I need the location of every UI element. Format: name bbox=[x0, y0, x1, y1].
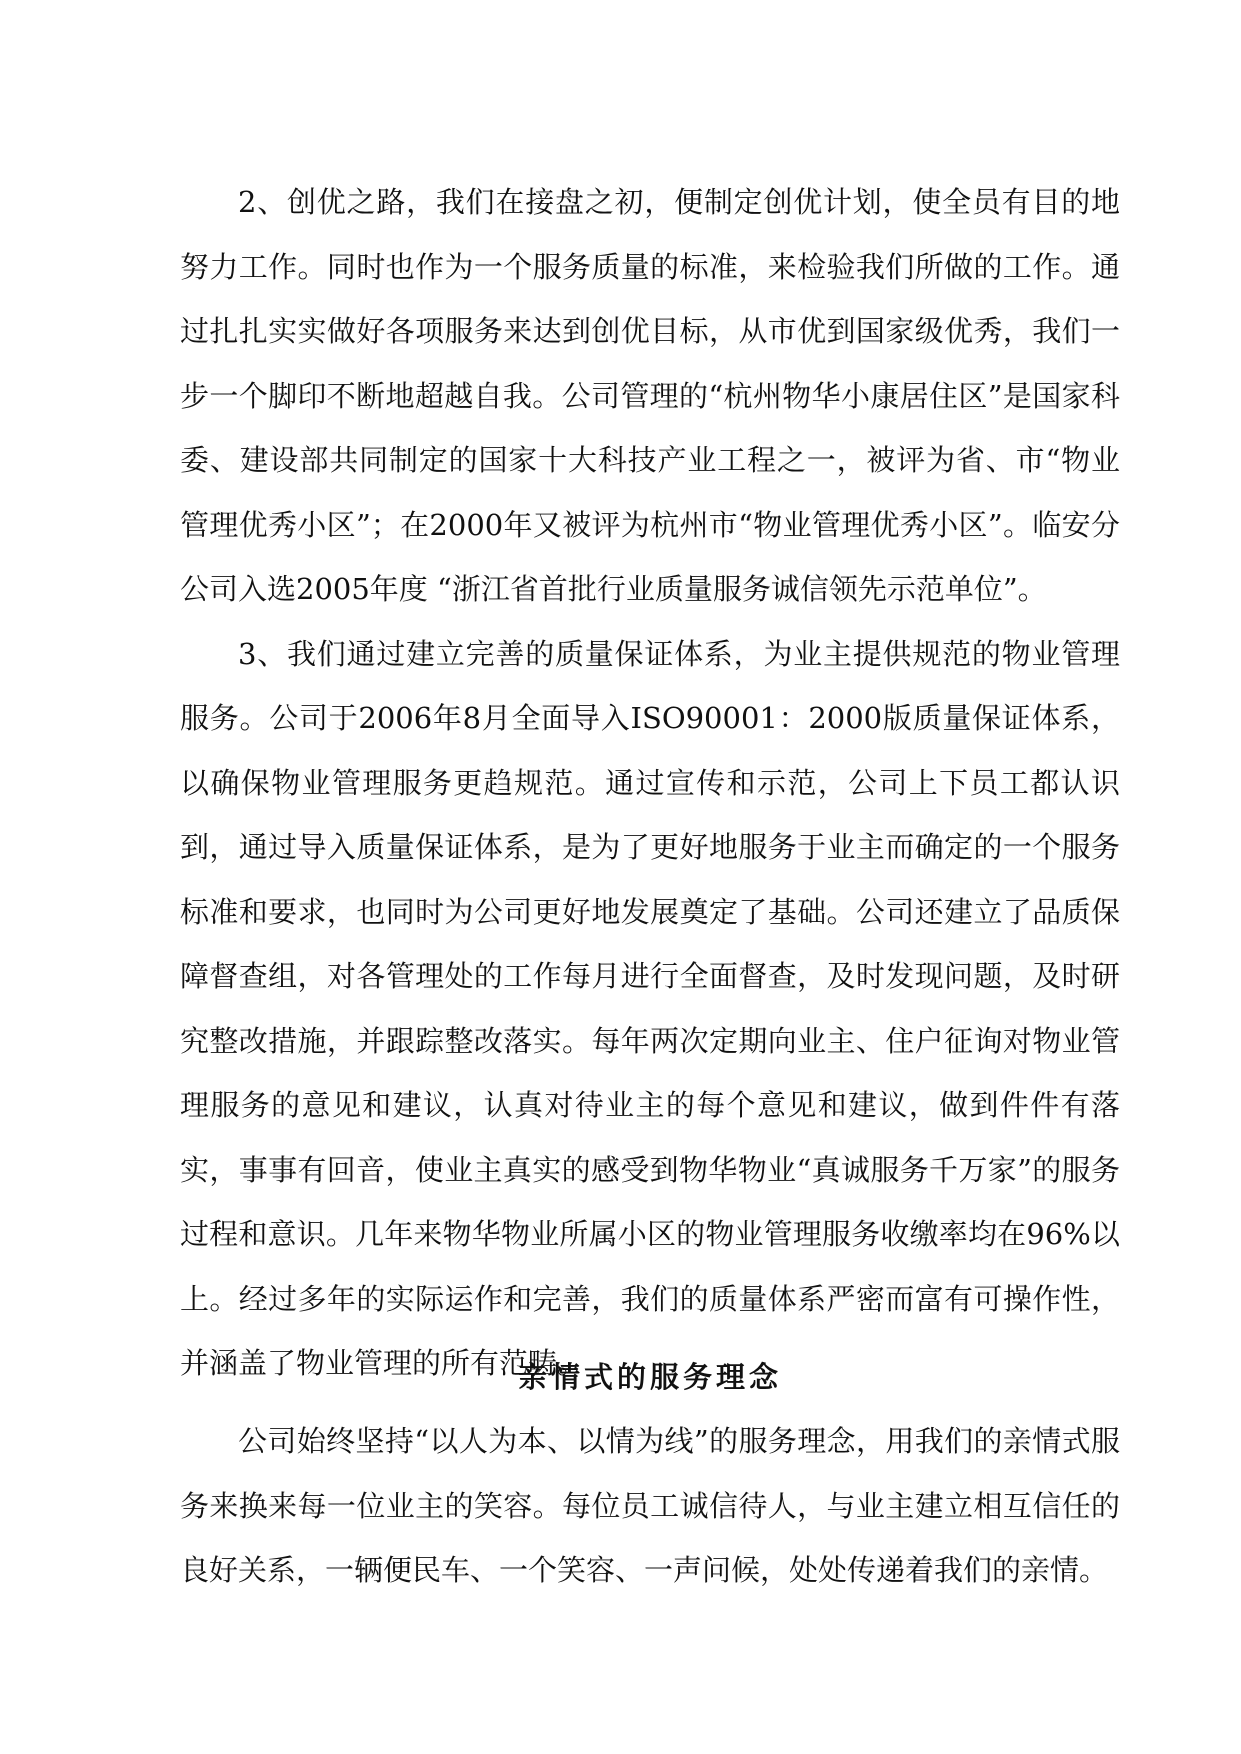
body-text-section-2 bbox=[180, 1409, 1120, 1603]
paragraph-service-philosophy: 公司始终坚持“以人为本、以情为线”的服务理念，用我们的亲情式服务来换来每一位业主的笑容。每位员工诚信待人，与业主建立相互信任的良好关系，一辆便民车、一个笑容、一声问候，处处传递着我们的亲情。 bbox=[180, 1424, 1120, 1587]
paragraph-2-excellence-path: 2、创优之路，我们在接盘之初，便制定创优计划，使全员有目的地努力工作。同时也作为一个服务质量的标准，来检验我们所做的工作。通过扎扎实实做好各项服务来达到创优目标，从市优到国家级优秀，我们一步一个脚印不断地超越自我。公司管理的“杭州物华小康居住区”是国家科委、建设部共同制定的国家十大科技产业工程之一，被评为省、市“物业管理优秀小区”；在2000年又被评为杭州市“物业管理优秀小区”。临安分公司入选2005年度 “浙江省首批行业质量服务诚信领先示范单位”。 bbox=[180, 185, 1120, 606]
body-text-section-1 bbox=[180, 170, 1120, 1396]
section-heading: 亲情式的服务理念 bbox=[517, 1360, 782, 1394]
paragraph-3-quality-system: 3、我们通过建立完善的质量保证体系，为业主提供规范的物业管理服务。公司于2006年8月全面导入ISO90001：2000版质量保证体系，以确保物业管理服务更趋规范。通过宣传和示范，公司上下员工都认识到，通过导入质量保证体系，是为了更好地服务于业主而确定的一个服务标准和要求，也同时为公司更好地发展奠定了基础。公司还建立了品质保障督查组，对各管理处的工作每月进行全面督查，及时发现问题，及时研究整改措施，并跟踪整改落实。每年两次定期向业主、住户征询对物业管理服务的意见和建议，认真对待业主的每个意见和建议，做到件件有落实，事事有回音，使业主真实的感受到物华物业“真诚服务千万家”的服务过程和意识。几年来物华物业所属小区的物业管理服务收缴率均在96%以上。经过多年的实际运作和完善，我们的质量体系严密而富有可操作性，并涵盖了物业管理的所有范畴。 bbox=[180, 636, 1120, 1380]
